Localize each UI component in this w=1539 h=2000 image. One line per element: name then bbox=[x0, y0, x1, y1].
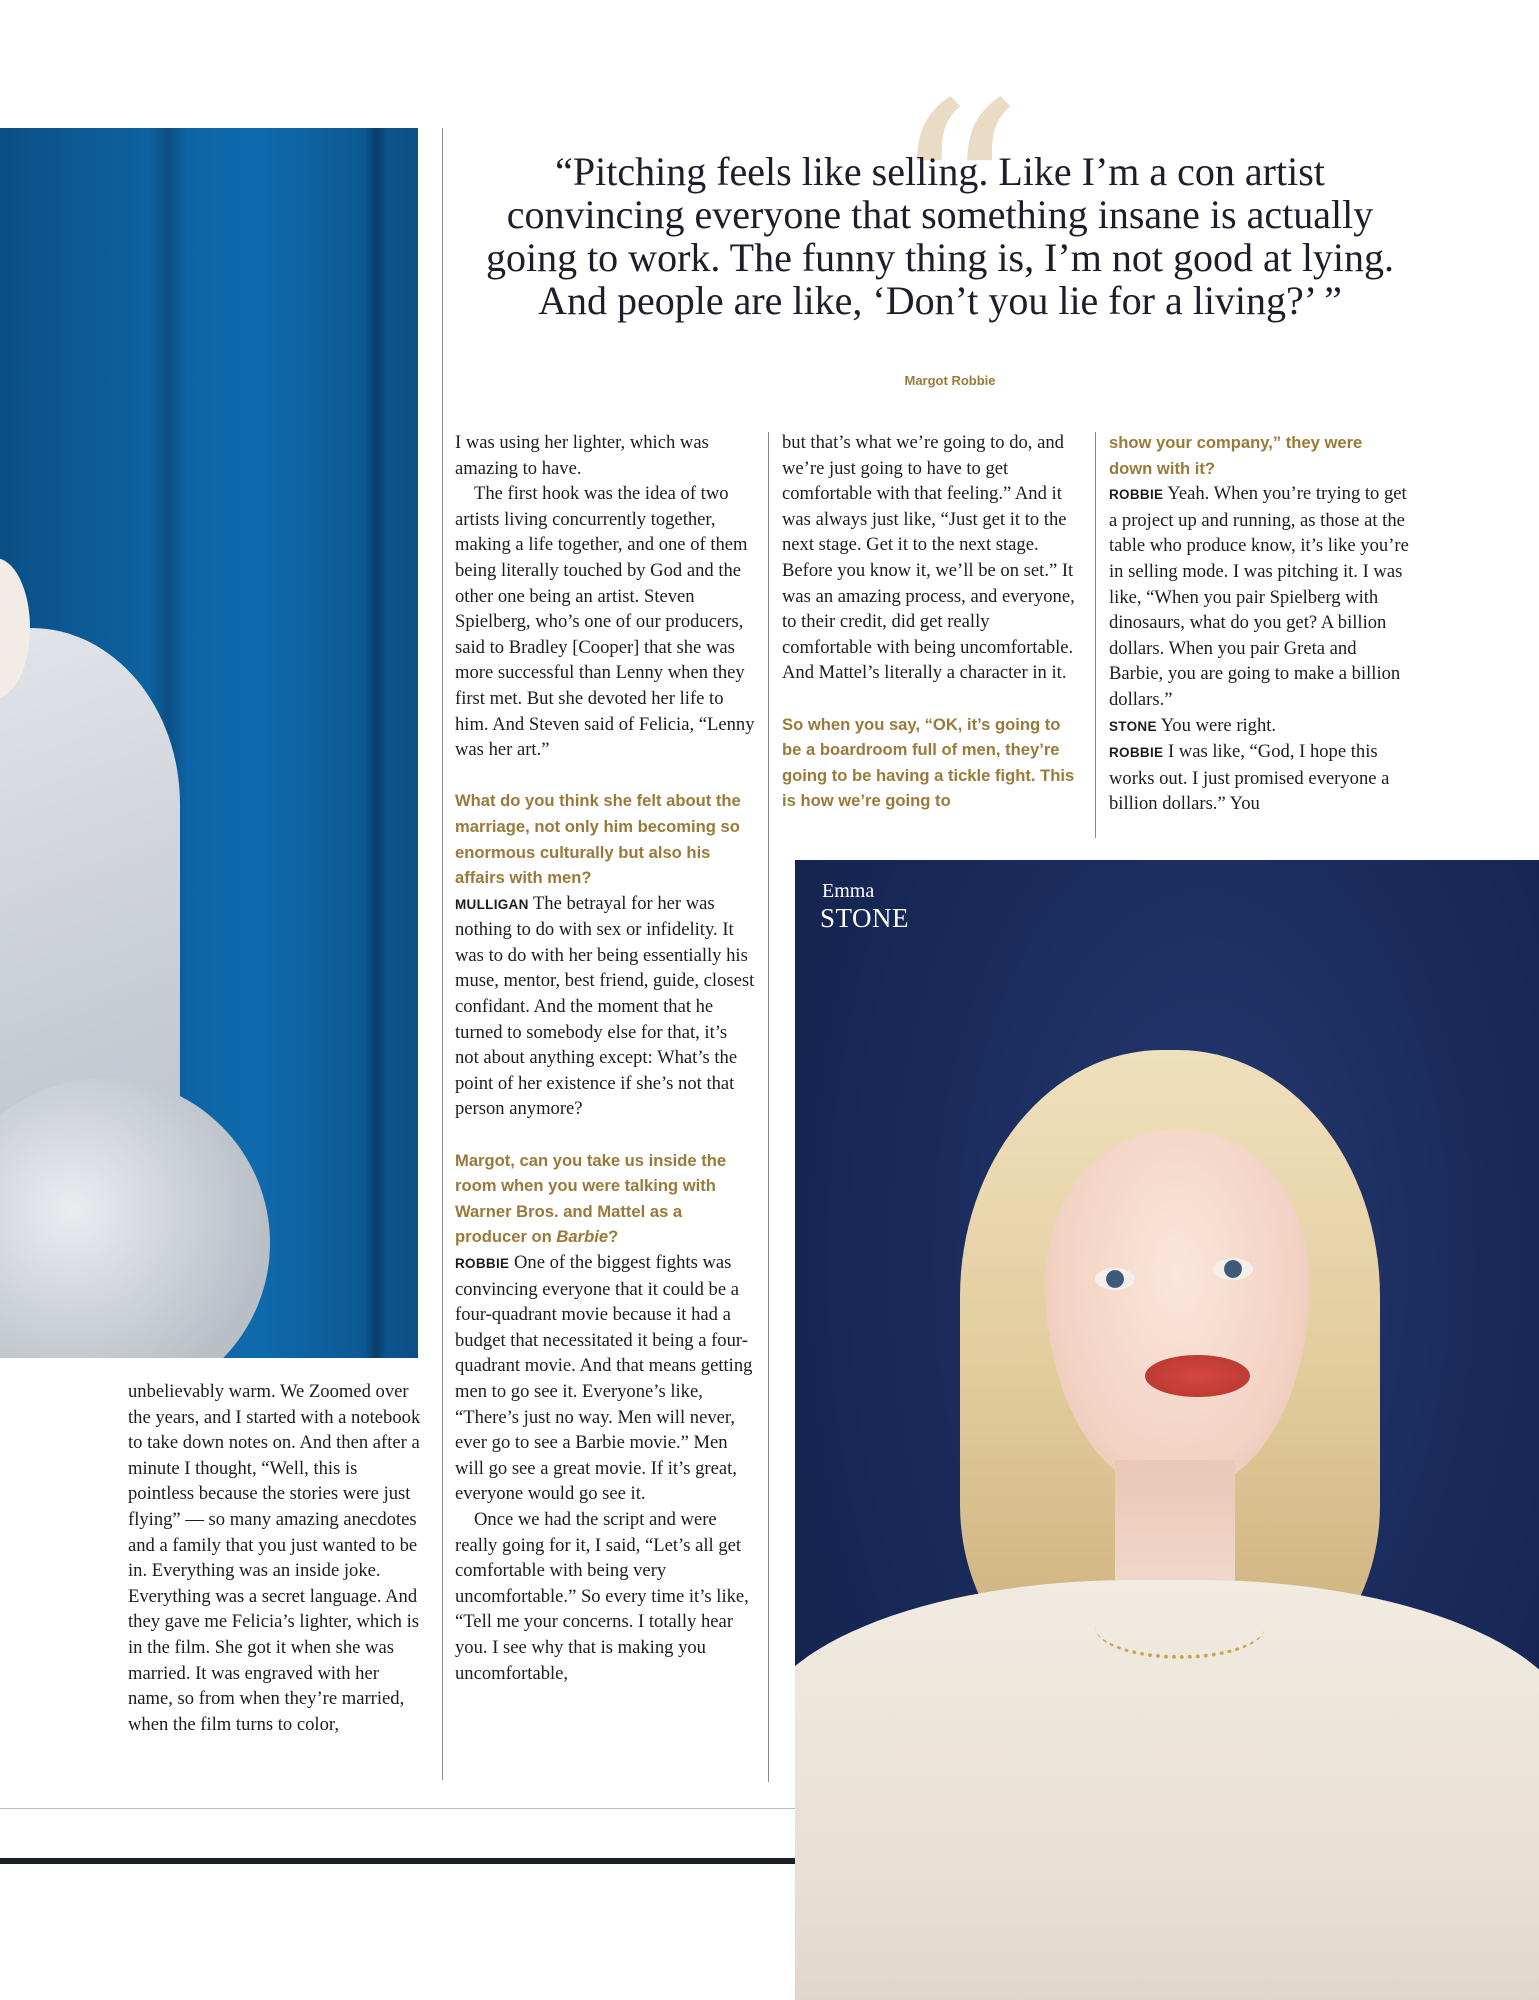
interview-question: So when you say, “OK, it’s going to be a boardroom full of men, they’re going to be having a tickle fight. This is how we’re going to bbox=[782, 714, 1075, 811]
body-paragraph: but that’s what we’re going to do, and we’re just going to have to get comfortable with that feeling.” And it was always just like, “Just get it to the next stage. Get it to the next stage. Before you know it, we’ll be on set.” It was an amazing process, and everyone, to their credit, did get really comfortable with being uncomfortable. And Mattel’s literally a character in it. bbox=[782, 432, 1075, 684]
body-column-right bbox=[1109, 430, 1409, 817]
speaker-name: MULLIGAN bbox=[455, 896, 529, 912]
body-column-middle bbox=[455, 430, 755, 1686]
divider bbox=[0, 1808, 795, 1809]
left-photo bbox=[0, 128, 418, 1358]
body-paragraph: unbelievably warm. We Zoomed over the years, and I started with a notebook to take down notes on. And then after a minute I thought, “Well, this is pointless because the stories were just flying” — so many amazing anecdotes and a family that you just wanted to be in. Everything was an inside joke. Everything was a secret language. And they gave me Felicia’s lighter, which is in the film. She got it when she was married. It was engraved with her name, so from when they’re married, when the film turns to color, bbox=[128, 1381, 421, 1735]
speaker-name: STONE bbox=[1109, 718, 1157, 734]
pull-quote-credit: Margot Robbie bbox=[904, 373, 996, 388]
answer-text: One of the biggest fights was convincing everyone that it could be a four-quadrant movie because it had a budget that necessitated it being a four-quadrant movie. And that means getting men to go see it. Everyone’s like, “There’s just no way. Men will never, ever go to see a Barbie movie.” Men will go see a great movie. If it’s great, everyone would go see it. bbox=[455, 1252, 753, 1505]
speaker-name: ROBBIE bbox=[1109, 745, 1164, 761]
interview-answer bbox=[1109, 713, 1409, 740]
answer-text: I was like, “God, I hope this works out. I just promised everyone a billion dollars.” You bbox=[1109, 741, 1390, 815]
answer-text: You were right. bbox=[1160, 714, 1277, 736]
body-paragraph: The first hook was the idea of two artists living concurrently together, making a life together, and one of them being literally touched by God and the other one being an artist. Steven Spielberg, who’s one of our producers, said to Bradley [Cooper] that she was more successful than Lenny when they first met. But she devoted her life to him. And Steven said of Felicia, “Lenny was her art.” bbox=[455, 483, 755, 761]
column-rule bbox=[442, 128, 443, 1780]
body-paragraph: I was using her lighter, which was amazing to have. bbox=[455, 432, 709, 479]
interview-answer bbox=[455, 891, 755, 1122]
interview-answer bbox=[1109, 739, 1409, 817]
answer-text: Yeah. When you’re trying to get a project up and running, as those at the table who produce know, it’s like you’re in selling mode. I was pitching it. I was like, “When you pair Spielberg with dinosaurs, what do you get? A billion dollars. When you pair Greta and Barbie, you are going to make a billion dollars.” bbox=[1109, 483, 1409, 710]
speaker-name: ROBBIE bbox=[455, 1256, 510, 1271]
portrait-photo bbox=[795, 860, 1539, 2000]
divider-thick bbox=[0, 1858, 795, 1864]
speaker-name: ROBBIE bbox=[1109, 487, 1164, 503]
photo-caption-last-name: STONE bbox=[820, 903, 910, 933]
body-paragraph: Once we had the script and were really going for it, I said, “Let’s all get comfortable with being very uncomfortable.” So every time it’s like, “Tell me your concerns. I totally hear you. I see why that is making you uncomfortable, bbox=[455, 1508, 749, 1684]
answer-text: The betrayal for her was nothing to do with sex or infidelity. It was to do with her being essentially his muse, mentor, best friend, guide, closest confidant. And the moment that he turned to somebody else for that, it’s not about anything except: What’s the point of her existence if she’s not that person anymore? bbox=[455, 892, 755, 1120]
body-column-left bbox=[128, 1379, 428, 1737]
interview-answer bbox=[455, 1250, 755, 1507]
interview-question: Margot, can you take us inside the room when you were talking with Warner Bros. and Mattel as a producer on Barbie? bbox=[455, 1150, 727, 1247]
interview-question: What do you think she felt about the marriage, not only him becoming so enormous culturally but also his affairs with men? bbox=[455, 791, 741, 888]
body-column-center bbox=[782, 430, 1082, 814]
quote-mark-icon: “ bbox=[890, 49, 1024, 351]
interview-answer bbox=[1109, 481, 1409, 712]
pull-quote: “Pitching feels like selling. Like I’m a con artist convincing everyone that something insane is actually going to work. The funny thing is, I’m not good at lying. And people are like, ‘Don’t you lie for a living?’ ” bbox=[485, 149, 1395, 323]
column-rule bbox=[1095, 432, 1096, 838]
column-rule bbox=[768, 432, 769, 1782]
interview-question: show your company,” they were down with it? bbox=[1109, 433, 1363, 478]
photo-caption-first-name: Emma bbox=[822, 880, 875, 902]
